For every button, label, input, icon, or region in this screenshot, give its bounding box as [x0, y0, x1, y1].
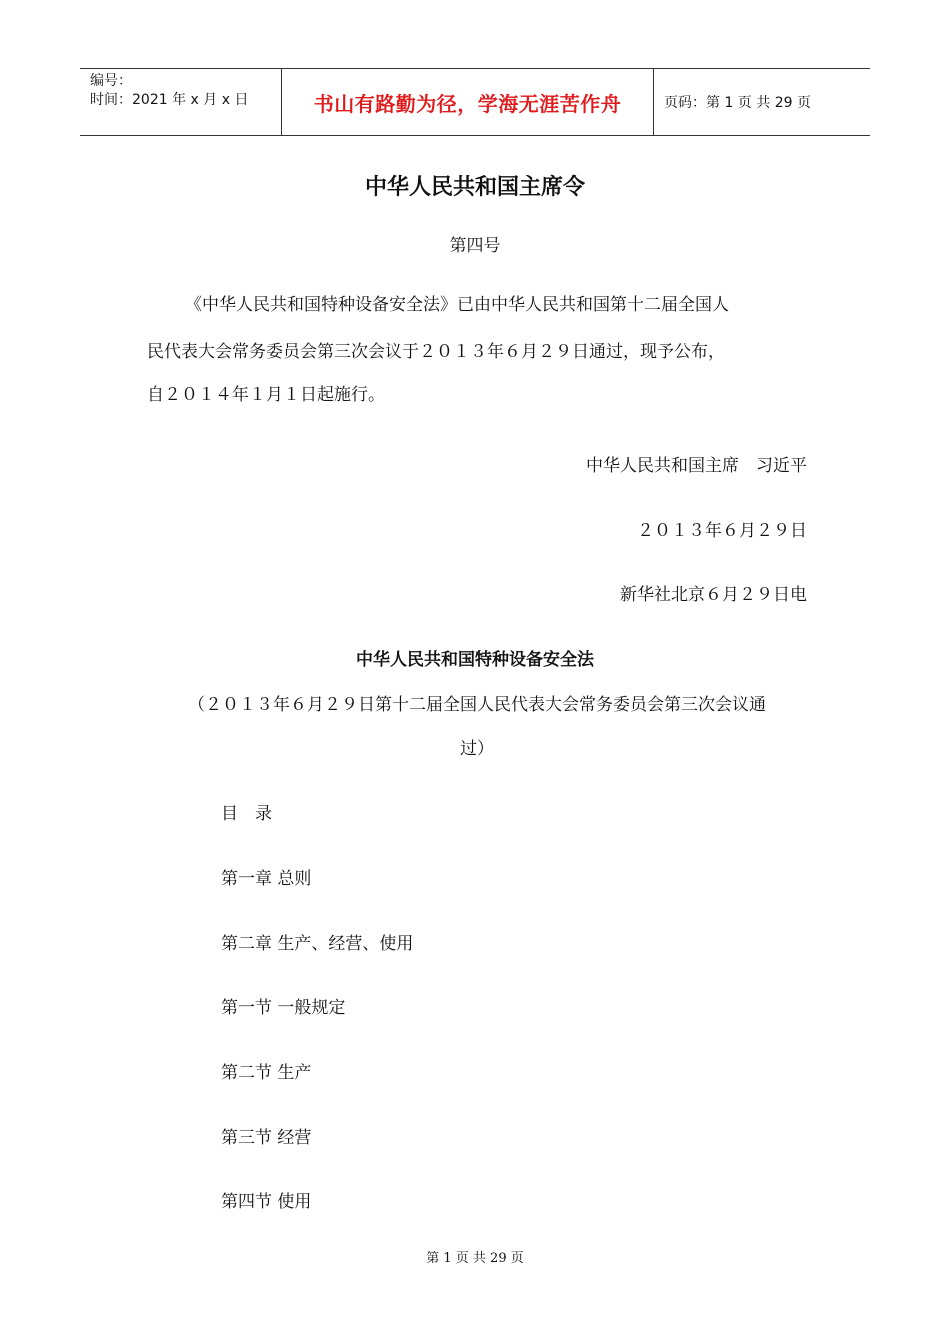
toc-item: 第三节 经营: [221, 1128, 312, 1148]
signing-date: ２０１３年６月２９日: [637, 521, 807, 541]
header-left-cell: [80, 69, 281, 135]
time-label: 时间：2021 年 x 月 x 日: [90, 92, 249, 108]
dateline: 新华社北京６月２９日电: [620, 585, 807, 605]
number-label: 编号：: [90, 73, 132, 89]
toc-item: 第二章 生产、经营、使用: [221, 934, 414, 954]
law-subtitle-line-2: 过）: [460, 739, 494, 759]
document-header-table: [80, 68, 870, 136]
signature: 中华人民共和国主席 习近平: [586, 456, 807, 476]
toc-item: 第二节 生产: [221, 1063, 312, 1083]
order-number: 第四号: [449, 236, 501, 256]
law-subtitle-line-1: （２０１３年６月２９日第十二届全国人民代表大会常务委员会第三次会议通: [188, 695, 766, 715]
header-motto: 书山有路勤为径，学海无涯苦作舟: [281, 69, 654, 135]
body-line-2: 民代表大会常务委员会第三次会议于２０１３年６月２９日通过，现予公布，: [147, 342, 725, 362]
toc-item: 第一章 总则: [221, 869, 312, 889]
toc-heading: 目 录: [221, 804, 272, 824]
toc-item: 第一节 一般规定: [221, 998, 346, 1018]
body-line-3: 自２０１４年１月１日起施行。: [147, 385, 385, 405]
document-title: 中华人民共和国主席令: [364, 175, 585, 200]
header-page-info: 页码：第 1 页 共 29 页: [664, 95, 811, 111]
body-line-1: 《中华人民共和国特种设备安全法》已由中华人民共和国第十二届全国人: [185, 295, 729, 315]
law-title: 中华人民共和国特种设备安全法: [356, 650, 594, 670]
page-footer: 第 1 页 共 29 页: [426, 1251, 524, 1266]
toc-item: 第四节 使用: [221, 1192, 312, 1212]
